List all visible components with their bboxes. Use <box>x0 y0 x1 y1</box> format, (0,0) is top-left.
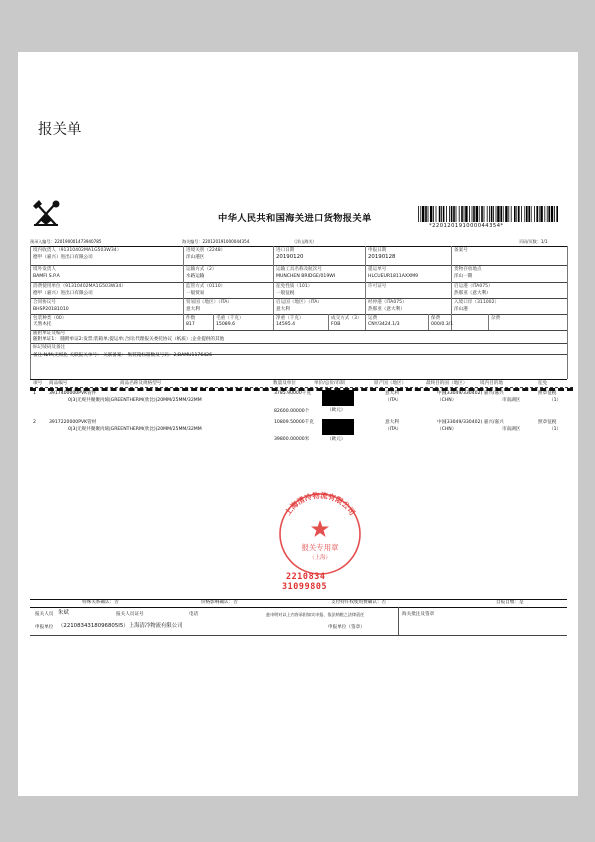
vessel-value: MUNCHEN BRIDGE/019WI <box>276 274 336 279</box>
special-relation-confirm: 特殊关系确认：否 <box>82 600 119 605</box>
consumer-value: 德甲（嘉兴）进出口有限公司 <box>33 291 93 296</box>
declaring-unit-label: 申报单位 <box>35 625 54 630</box>
goods-header-price: 单价/总价/币制 <box>314 381 345 386</box>
goods-1-code-name: 3917400000PVK管件 <box>49 391 97 396</box>
redacted-price-2 <box>322 419 354 435</box>
goods-header-qty: 数量及单位 <box>273 381 296 386</box>
marks-value: 备注:N/M;无纸化 关联报关单号： 关联备案： 集装箱标箱数及号码：2;BAMU1176426 <box>33 353 213 358</box>
transit-port-value: 热那亚（意大利） <box>368 307 405 312</box>
goods-2-levy: 照章征税 <box>538 420 557 425</box>
gross-weight-value: 15089.6 <box>216 322 235 327</box>
goods-1-no: 1 <box>33 391 36 396</box>
goods-2-no: 2 <box>33 420 36 425</box>
stamp-number-1: 2210834 <box>286 571 326 581</box>
goods-1-qty2: 82600.00000个 <box>274 409 310 414</box>
pieces-value: 817 <box>186 322 195 327</box>
self-report-confirm: 自报自缴：是 <box>496 600 524 605</box>
insurance-value: 000/0.3/1 <box>431 322 454 327</box>
page-count: 页码/页数：1/1 <box>519 239 548 244</box>
goods-location-label: 货物存放地点 <box>454 267 482 272</box>
goods-2-spec: 0|3|无规共聚聚丙烯|GREENTHERM(欣比)|20MM/25MM/32MM <box>68 427 202 432</box>
freight-value: CNY/3424.1/3 <box>368 322 400 327</box>
goods-1-qty1: 3785.90000千克 <box>274 391 311 396</box>
consignee-label: 境内收货人（91310402MA1G503W34） <box>33 248 122 253</box>
insurance-label: 保费 <box>431 316 441 321</box>
goods-header-levy: 征免 <box>538 381 548 386</box>
goods-2-origin: 意大利 <box>385 420 399 425</box>
barcode-icon <box>418 206 558 222</box>
goods-2-levy-code: （1） <box>549 427 562 432</box>
trade-country-value: 意大利 <box>186 307 200 312</box>
goods-2-dest-code: （CHN） <box>437 427 457 432</box>
declaring-unit-stamp: 申报单位（签章） <box>328 625 365 630</box>
goods-2-origin-code: （ITA） <box>385 427 402 432</box>
transport-value: 水路运输 <box>186 274 205 279</box>
declare-date-label: 申报日期 <box>368 248 387 253</box>
goods-2-domestic: (33049/330402) 嘉兴/嘉兴 <box>445 420 504 425</box>
royalty-confirm: 支付特许权使用费确认：否 <box>331 600 387 605</box>
declarer-label: 报关人员 <box>35 612 54 617</box>
shipper-label: 境外发货人 <box>33 267 56 272</box>
gross-weight-label: 毛重（千克） <box>216 316 244 321</box>
goods-2-currency: （欧元） <box>327 437 346 442</box>
transit-port-label: 经停港（ITA075） <box>368 300 407 305</box>
goods-header-name: 商品名称及规格型号 <box>120 381 162 386</box>
entry-port-value: 洋山港区 <box>186 255 205 260</box>
docs-label: 随附单证及编号 <box>33 331 66 336</box>
declarer-cert-label: 报关人员证号 <box>116 612 144 617</box>
customs-remarks-label: 海关批注及签章 <box>402 612 435 617</box>
net-weight-label: 净重（千克） <box>276 316 304 321</box>
import-date-value: 20190120 <box>276 254 304 260</box>
goods-1-spec: 0|3|无规共聚聚丙烯|GREENTHERM(欣比)|20MM/25MM/32MM <box>68 398 202 403</box>
deal-mode-value: FOB <box>331 322 341 327</box>
entry-port2-label: 入境口岸（311002） <box>454 300 500 305</box>
preentry-number: 预录入编号：220190001473940785 <box>30 239 102 244</box>
license-label: 许可证号 <box>368 284 387 289</box>
goods-1-domestic: (33049/330402) 嘉兴/嘉兴 <box>445 391 504 396</box>
net-weight-value: 14595.4 <box>276 322 295 327</box>
declaring-unit-value: （2210834318096805I5）上海清冷物流有限公司 <box>58 623 183 629</box>
tax-nature-label: 征免性质（101） <box>276 284 313 289</box>
customs-emblem-icon <box>30 198 62 228</box>
barcode-number: *220120191000044354* <box>429 223 504 229</box>
vessel-label: 运输工具名称及航次号 <box>276 267 322 272</box>
supervision-label: 监管方式（0110） <box>186 284 226 289</box>
trade-country-label: 贸易国（地区）（ITA） <box>186 300 232 305</box>
phone-label: 电话 <box>189 612 199 617</box>
stamp-number-2: 31099805 <box>282 581 328 591</box>
page-heading: 报关单 <box>38 122 82 138</box>
goods-1-dest: 中国 <box>437 391 447 396</box>
goods-header-code: 商品编号 <box>49 381 68 386</box>
package-label: 包装种类（00） <box>33 316 67 321</box>
record-no-label: 备案号 <box>454 248 468 253</box>
freight-label: 运费 <box>368 316 378 321</box>
bl-label: 提运单号 <box>368 267 387 272</box>
goods-1-levy: 照章征税 <box>538 391 557 396</box>
consumer-label: 消费使用单位（91310402MA1G503W34） <box>33 284 126 289</box>
misc-fee-label: 杂费 <box>491 316 501 321</box>
supervision-value: 一般贸易 <box>186 291 205 296</box>
price-impact-confirm: 价格影响确认：否 <box>201 600 238 605</box>
svg-text:上海清冷物流有限公司: 上海清冷物流有限公司 <box>283 490 357 517</box>
goods-header-dest: 最终目的国（地区） <box>426 381 468 386</box>
svg-text:报关专用章: 报关专用章 <box>301 543 339 552</box>
entry-port2-value: 洋山港 <box>454 307 468 312</box>
goods-location-value: 洋山一期 <box>454 274 473 279</box>
goods-1-origin: 意大利 <box>385 391 399 396</box>
redacted-price-1 <box>322 390 354 406</box>
docs-value: 随附单证1： 随附单证2:发票;装箱单;提运单;合同;代理报关委托协议（纸质）;企业提供的其他 <box>33 337 225 342</box>
declarer-name: 朱斌 <box>58 610 69 616</box>
shipper-value: BAMFI S.P.A <box>33 274 60 279</box>
transport-label: 运输方式（2） <box>186 267 217 272</box>
svg-text:（上海）: （上海） <box>309 555 331 561</box>
consignee-value: 德甲（嘉兴）进出口有限公司 <box>33 255 93 260</box>
package-value: 天然木托 <box>33 322 52 327</box>
contract-label: 合同协议号 <box>33 300 56 305</box>
customs-name: （洋山海关） <box>292 239 317 244</box>
goods-1-levy-code: （1） <box>549 398 562 403</box>
goods-header-origin: 原产国（地区） <box>374 381 407 386</box>
import-date-label: 进口日期 <box>276 248 295 253</box>
form-title: 中华人民共和国海关进口货物报关单 <box>218 213 372 224</box>
goods-header-no: 项号 <box>33 381 43 386</box>
contract-value: BHSP20181010 <box>33 307 69 312</box>
goods-2-domestic2: 市南湖区 <box>502 427 521 432</box>
goods-header-domestic: 境内目的地 <box>480 381 503 386</box>
goods-1-domestic2: 市南湖区 <box>502 398 521 403</box>
goods-2-qty1: 10809.50000千克 <box>274 420 314 425</box>
goods-1-origin-code: （ITA） <box>385 398 402 403</box>
depart-port-label: 启运港（ITA075） <box>454 284 493 289</box>
declaration-page <box>18 52 578 796</box>
goods-1-dest-code: （CHN） <box>437 398 457 403</box>
origin-country-label: 启运国（地区）（ITA） <box>276 300 322 305</box>
goods-1-currency: （欧元） <box>327 408 346 413</box>
customs-number: 海关编号：220120191000044354 <box>182 239 250 244</box>
origin-country-value: 意大利 <box>276 307 290 312</box>
tax-nature-value: 一般征税 <box>276 291 295 296</box>
bl-value: HLCUEUR1811AXXM9 <box>368 274 419 279</box>
entry-port-label: 进境关别（2248） <box>186 248 226 253</box>
goods-2-code-name: 3917220000PVK管材 <box>49 420 97 425</box>
marks-label: 标记唛码及备注 <box>33 345 66 350</box>
declare-date-value: 20190128 <box>368 254 396 260</box>
declaration-statement: 兹申明对以上内容承担如实申报、依法纳税之法律责任 <box>266 612 365 617</box>
depart-port-value: 热那亚（意大利） <box>454 291 491 296</box>
pieces-label: 件数 <box>186 316 196 321</box>
goods-2-qty2: 39800.00000米 <box>274 437 310 442</box>
deal-mode-label: 成交方式（3） <box>331 316 362 321</box>
goods-2-dest: 中国 <box>437 420 447 425</box>
